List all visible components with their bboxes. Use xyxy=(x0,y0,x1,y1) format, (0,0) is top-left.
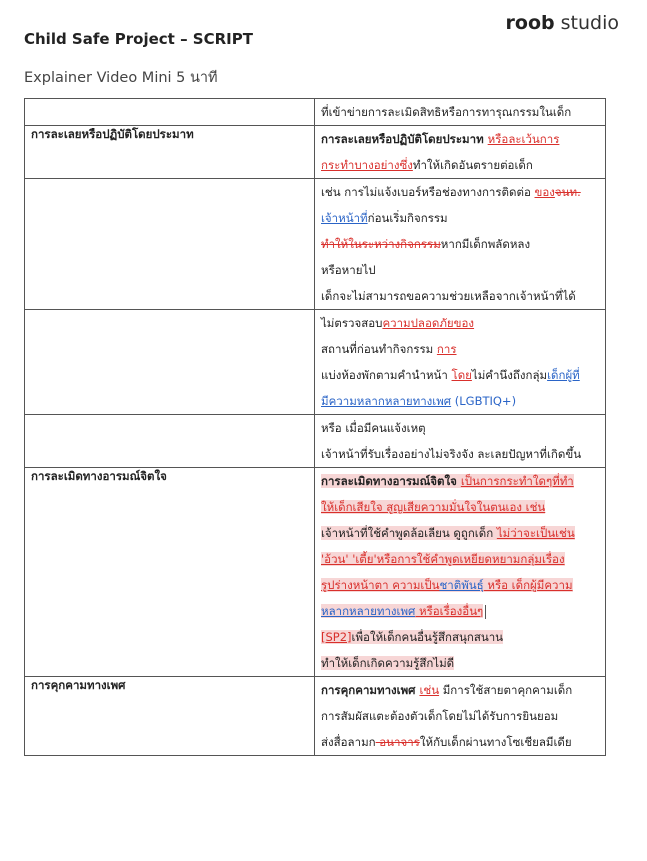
script-text: ให้กับเด็กผ่านทางโซเชียลมีเดีย xyxy=(419,735,572,749)
edited-text: ของ xyxy=(534,185,555,199)
script-text: ทำให้เกิดอันตรายต่อเด็ก xyxy=(412,158,533,172)
edited-text: ไม่ว่าจะเป็นเช่น xyxy=(496,526,575,540)
script-line xyxy=(321,729,599,755)
row-script-cell xyxy=(315,468,606,677)
script-line xyxy=(321,598,599,624)
row-heading-cell xyxy=(25,310,315,415)
script-row xyxy=(25,415,606,468)
script-text: เจ้าหน้าที่ใช้คำพูดล้อเลียน ดูถูกเด็ก xyxy=(321,526,497,540)
script-text: เพื่อให้เด็กคนอื่นรู้สึกสนุกสนาน xyxy=(351,630,504,644)
edited-text: 'อ้วน' 'เตี้ย'หรือการใช้คำพูดเหยียดหยามกลุ่มเรื่อง xyxy=(321,552,565,566)
script-line xyxy=(321,205,599,231)
script-line xyxy=(321,231,599,257)
script-table-body xyxy=(25,99,606,756)
row-script-cell xyxy=(315,677,606,756)
script-line xyxy=(321,152,599,178)
script-text: มีการใช้สายตาคุกคามเด็ก xyxy=(439,683,573,697)
deleted-text: ทำให้ในระหว่างกิจกรรม xyxy=(321,237,441,251)
edited-text: หรือเรื่องอื่นๆ xyxy=(415,604,484,618)
row-heading-cell xyxy=(25,99,315,126)
row-heading-cell xyxy=(25,179,315,310)
row-heading-cell xyxy=(25,468,315,677)
script-line xyxy=(321,336,599,362)
script-line xyxy=(321,520,599,546)
script-text: ไม่คำนึงถึงกลุ่ม xyxy=(471,368,548,382)
edited-text: ความปลอดภัยของ xyxy=(382,316,475,330)
script-text: ทำให้เด็กเกิดความรู้สึกไม่ดี xyxy=(321,656,455,670)
script-text: ไม่ตรวจสอบ xyxy=(321,316,383,330)
script-line xyxy=(321,415,599,441)
script-line xyxy=(321,126,599,152)
script-line xyxy=(321,703,599,729)
row-heading-cell xyxy=(25,415,315,468)
edited-text: การ xyxy=(436,342,457,356)
comment-marker[interactable]: [SP2] xyxy=(321,630,352,644)
row-heading: การละเมิดทางอารมณ์จิตใจ xyxy=(31,469,167,483)
script-line xyxy=(321,468,599,494)
row-heading: การละเลยหรือปฏิบัติโดยประมาท xyxy=(31,127,194,141)
brand-logo xyxy=(506,12,619,34)
script-line xyxy=(321,677,599,703)
script-line xyxy=(321,494,599,520)
script-text: เจ้าหน้าที่รับเรื่องอย่างไม่จริงจัง ละเลยปัญหาที่เกิดขึ้น xyxy=(321,447,582,461)
row-script-cell xyxy=(315,99,606,126)
edited-text: เจ้าหน้าที่ xyxy=(321,211,368,225)
edited-text: หลากหลายทางเพศ xyxy=(321,604,416,618)
script-line xyxy=(321,310,599,336)
row-heading-cell xyxy=(25,126,315,179)
script-line xyxy=(321,388,599,414)
edited-text: (LGBTIQ+) xyxy=(451,394,517,408)
script-row xyxy=(25,468,606,677)
edited-text: หรือละเว้นการ xyxy=(487,132,560,146)
script-line xyxy=(321,362,599,388)
script-line xyxy=(321,179,599,205)
script-line xyxy=(321,624,599,650)
script-text: การคุกคามทางเพศ xyxy=(321,683,420,697)
script-line xyxy=(321,441,599,467)
text-cursor-icon xyxy=(485,605,486,619)
row-script-cell xyxy=(315,415,606,468)
edited-text: โดย xyxy=(451,368,472,382)
edited-text: มีความหลากหลายทางเพศ xyxy=(321,394,452,408)
script-text: หรือหายไป xyxy=(321,263,376,277)
edited-text: เช่น xyxy=(419,683,440,697)
row-heading-cell xyxy=(25,677,315,756)
row-heading: การคุกคามทางเพศ xyxy=(31,678,126,692)
script-table xyxy=(24,98,606,756)
script-text: ที่เข้าข่ายการละเมิดสิทธิหรือการทารุณกรรมในเด็ก xyxy=(321,105,572,119)
script-row xyxy=(25,677,606,756)
edited-text: เป็นการกระทำใดๆที่ทำ xyxy=(460,474,574,488)
script-line xyxy=(321,546,599,572)
row-script-cell xyxy=(315,126,606,179)
script-text: การสัมผัสแตะต้องตัวเด็กโดยไม่ได้รับการยินยอม xyxy=(321,709,559,723)
edited-text: หรือ เด็กผู้มีความ xyxy=(483,578,573,592)
script-line xyxy=(321,572,599,598)
script-text: เช่น การไม่แจ้งเบอร์หรือช่องทางการติดต่อ xyxy=(321,185,535,199)
brand-name-rest: studio xyxy=(554,12,619,34)
script-text: สถานที่ก่อนทำกิจกรรม xyxy=(321,342,437,356)
script-text: แบ่งห้องพักตามคำนำหน้า xyxy=(321,368,452,382)
document-subtitle: Explainer Video Mini 5 นาที xyxy=(24,70,218,86)
row-script-cell xyxy=(315,310,606,415)
script-line xyxy=(321,99,599,125)
script-text: หากมีเด็กพลัดหลง xyxy=(440,237,531,251)
script-text: การละเลยหรือปฏิบัติโดยประมาท xyxy=(321,132,488,146)
row-script-cell xyxy=(315,179,606,310)
script-text: เด็กจะไม่สามารถขอความช่วยเหลือจากเจ้าหน้าที่ได้ xyxy=(321,289,576,303)
brand-name-bold: roob xyxy=(505,12,555,34)
edited-text: รูปร่างหน้าตา ความเป็น xyxy=(321,578,440,592)
edited-text: กระทำบางอย่างซึ่ง xyxy=(321,158,413,172)
edited-text: เด็กผู้ที่ xyxy=(547,368,580,382)
deleted-text: จนท. xyxy=(554,185,581,199)
document-title: Child Safe Project – SCRIPT xyxy=(24,30,253,48)
script-row xyxy=(25,310,606,415)
script-line xyxy=(321,283,599,309)
script-text: ส่งสื่อลามก xyxy=(321,735,376,749)
edited-text: ชาติพันธุ์ xyxy=(439,578,484,592)
script-row xyxy=(25,99,606,126)
script-row xyxy=(25,126,606,179)
deleted-text: อนาจาร xyxy=(375,735,420,749)
script-line xyxy=(321,650,599,676)
script-text: ก่อนเริ่มกิจกรรม xyxy=(367,211,448,225)
edited-text: ให้เด็กเสียใจ สูญเสียความมั่นใจในตนเอง เช่น xyxy=(321,500,546,514)
script-line xyxy=(321,257,599,283)
script-text: หรือ เมื่อมีคนแจ้งเหตุ xyxy=(321,421,426,435)
script-text: การละเมิดทางอารมณ์จิตใจ xyxy=(321,474,461,488)
script-row xyxy=(25,179,606,310)
